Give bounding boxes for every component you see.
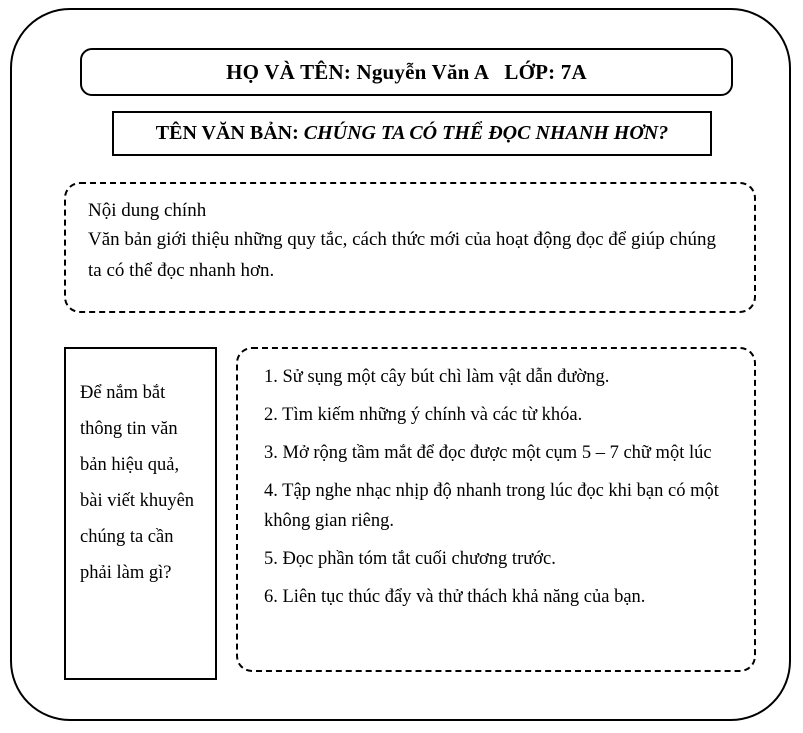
main-content-text: Văn bản giới thiệu những quy tắc, cách thức mới của hoạt động đọc để giúp chúng ta có thể đọc nhanh hơn.	[88, 229, 716, 281]
student-header-text: HỌ VÀ TÊN: Nguyễn Văn A LỚP: 7A	[226, 59, 587, 84]
list-item: 1. Sử sụng một cây bút chì làm vật dẫn đường.	[264, 367, 610, 387]
question-text: Để nắm bắt thông tin văn bản hiệu quả, bài viết khuyên chúng ta cần phải làm gì?	[80, 383, 195, 584]
answers-box	[236, 347, 756, 672]
list-item: 5. Đọc phần tóm tắt cuối chương trước.	[264, 548, 556, 569]
document-title-text	[156, 122, 668, 145]
list-item: 4. Tập nghe nhạc nhịp độ nhanh trong lúc đọc khi bạn có một không gian riêng.	[264, 480, 719, 531]
document-title-box	[112, 111, 712, 156]
main-content-box	[64, 182, 756, 313]
main-content-label: Nội dung chính	[88, 200, 207, 221]
list-item: 3. Mở rộng tầm mắt để đọc được một cụm 5 – 7 chữ một lúc	[264, 442, 712, 463]
list-item: 6. Liên tục thúc đẩy và thử thách khả năng của bạn.	[264, 586, 646, 607]
worksheet-frame	[10, 8, 791, 721]
document-title-label: TÊN VĂN BẢN:	[155, 122, 299, 144]
list-item: 2. Tìm kiếm những ý chính và các từ khóa.	[264, 404, 583, 425]
document-title-value: CHÚNG TA CÓ THỂ ĐỌC NHANH HƠN?	[303, 122, 669, 144]
question-box	[64, 347, 217, 680]
student-header-box	[80, 48, 733, 96]
